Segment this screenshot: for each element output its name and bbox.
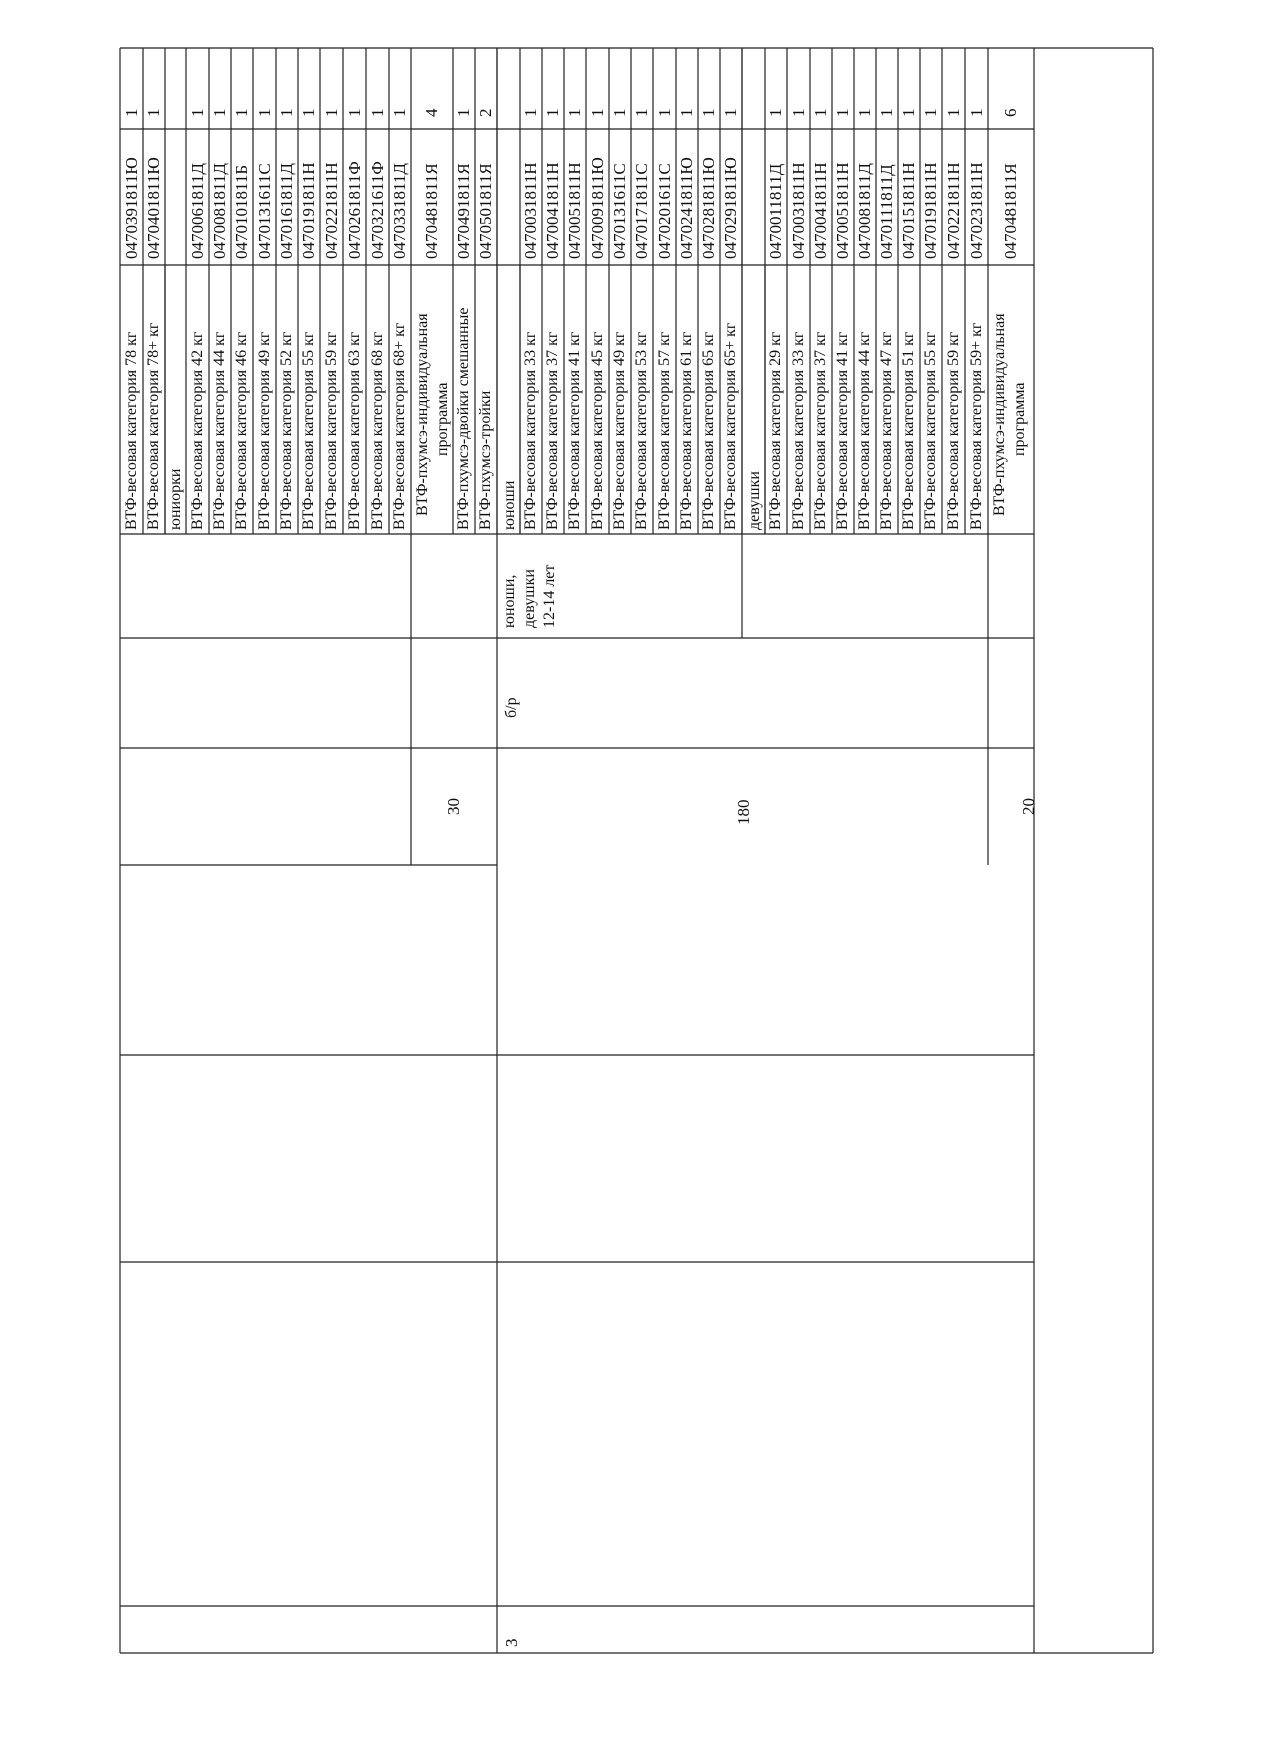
upper-row-qty: 1 (299, 108, 318, 117)
upper-row-name: ВТФ-весовая категория 63 кг (345, 331, 363, 530)
boys-row-code: 0470051811Н (565, 162, 584, 259)
boys-row-name: ВТФ-весовая категория 49 кг (611, 331, 628, 530)
upper-row-qty: 2 (476, 108, 495, 117)
girls-row-qty: 1 (788, 108, 808, 117)
upper-row-code: 0470221811Н (321, 162, 341, 259)
upper-row-name: ВТФ-весовая категория 52 кг (278, 331, 295, 530)
boys-row-name: ВТФ-весовая категория 53 кг (633, 331, 650, 530)
rank-label: б/р (503, 697, 520, 718)
upper-row-code: 0470391811Ю (121, 157, 141, 259)
upper-row-code: 0470101811Б (232, 164, 251, 259)
upper-row-code: 0470081811Д (210, 163, 229, 259)
upper-row-qty: 1 (187, 108, 207, 117)
girls-row-name: ВТФ-пхумсэ-индивидуальная (991, 313, 1008, 516)
girls-row-qty: 6 (1001, 108, 1020, 117)
boys-row-qty: 1 (654, 108, 674, 117)
age-group-line: юноши, (501, 574, 518, 628)
girls-row-code: 0470041811Н (811, 162, 830, 259)
upper-row-name: ВТФ-весовая категория 42 кг (188, 331, 206, 530)
girls-row-code: 0470031811Н (788, 162, 808, 259)
boys-row-code: 0470281811Ю (699, 157, 718, 259)
upper-row-code: 0470331811Д (390, 163, 409, 259)
boys-row-qty: 1 (699, 108, 718, 117)
girls-row-qty: 1 (833, 108, 852, 117)
upper-row-name: ВТФ-весовая категория 78 кг (122, 331, 140, 530)
upper-row-name: программа (434, 382, 451, 456)
upper-row-code: 0470161811Д (277, 163, 296, 259)
girls-row-code: 0470111811Д (877, 164, 896, 259)
count-30: 30 (444, 798, 463, 815)
upper-row-name: ВТФ-весовая категория 49 кг (255, 331, 273, 530)
girls-row-qty: 1 (766, 108, 785, 117)
boys-row-name: ВТФ-весовая категория 65+ кг (722, 322, 739, 530)
age-group-line: 12-14 лет (541, 564, 558, 628)
girls-row-name: ВТФ-весовая категория 41 кг (834, 331, 851, 530)
boys-row-qty: 1 (721, 108, 740, 117)
girls-row-name: ВТФ-весовая категория 59 кг (944, 331, 962, 530)
girls-row-code: 0470051811Н (833, 162, 852, 259)
girls-row-name: ВТФ-весовая категория 55 кг (922, 331, 939, 530)
girls-row-qty: 1 (966, 108, 986, 117)
boys-row-qty: 1 (677, 108, 696, 117)
upper-row-name: ВТФ-весовая категория 68+ кг (391, 322, 408, 530)
boys-row-qty: 1 (587, 108, 607, 117)
age-group-line: девушки (521, 569, 538, 628)
count-180: 180 (734, 799, 753, 825)
upper-row-qty: 1 (121, 108, 141, 117)
upper-row-code: 0470131611С (254, 163, 274, 259)
upper-row-name: ВТФ-пхумсэ-тройки (477, 390, 494, 530)
upper-row-qty: 1 (232, 108, 251, 117)
girls-row-qty: 1 (899, 108, 918, 117)
boys-row-name: ВТФ-весовая категория 65 кг (700, 331, 717, 530)
girls-row-qty: 1 (877, 108, 896, 117)
boys-row-name: ВТФ-весовая категория 57 кг (655, 331, 673, 530)
upper-row-code: 0470491811Я (454, 163, 473, 259)
girls-row-qty: 1 (855, 108, 874, 117)
section-number: 3 (502, 1638, 521, 1647)
upper-row-code: 0470401811Ю (144, 157, 163, 259)
upper-row-qty: 1 (454, 108, 473, 117)
upper-row-qty: 4 (422, 108, 441, 117)
boys-row-code: 0470171811С (632, 163, 651, 259)
girls-row-name: ВТФ-весовая категория 51 кг (900, 331, 917, 530)
upper-row-qty: 1 (210, 108, 229, 117)
girls-row-code: 0470081811Д (855, 163, 874, 259)
upper-row-code: 0470481811Я (422, 163, 441, 259)
upper-row-name: ВТФ-весовая категория 44 кг (211, 331, 228, 530)
girls-row-name: ВТФ-весовая категория 29 кг (767, 331, 784, 530)
boys-row-name: ВТФ-весовая категория 45 кг (588, 331, 606, 530)
boys-row-code: 0470201611С (654, 163, 674, 259)
boys-row-code: 0470291811Ю (721, 157, 740, 259)
upper-row-name: ВТФ-весовая категория 78+ кг (145, 322, 162, 530)
girls-row-name: ВТФ-весовая категория 59+ кг (967, 322, 985, 530)
girls-row-name: ВТФ-весовая категория 37 кг (812, 331, 829, 530)
girls-row-code: 0470231811Н (966, 162, 986, 259)
girls-row-code: 0470481811Я (1001, 163, 1020, 259)
upper-row-qty: 1 (254, 108, 274, 117)
upper-row-code: 0470191811Н (299, 162, 318, 259)
upper-row-code: 0470061811Д (187, 163, 207, 259)
upper-row-subheader: юниорки (166, 468, 184, 530)
upper-row-name: ВТФ-пхумсэ-индивидуальная (414, 313, 431, 516)
girls-row-name: ВТФ-весовая категория 33 кг (789, 331, 807, 530)
boys-row-code: 0470131611С (610, 163, 629, 259)
girls-subheader: девушки (746, 471, 763, 530)
boys-row-qty: 1 (543, 108, 562, 117)
boys-row-code: 0470041811Н (543, 162, 562, 259)
girls-row-name: ВТФ-весовая категория 44 кг (856, 331, 873, 530)
upper-row-name: ВТФ-весовая категория 55 кг (300, 331, 317, 530)
upper-row-qty: 1 (367, 108, 387, 117)
girls-row-qty: 1 (943, 108, 963, 117)
count-20: 20 (1019, 798, 1038, 815)
upper-row-code: 0470501811Я (476, 163, 495, 259)
boys-row-qty: 1 (632, 108, 651, 117)
upper-row-qty: 1 (390, 108, 409, 117)
boys-subheader: юноши (501, 480, 518, 530)
upper-row-qty: 1 (321, 108, 341, 117)
boys-row-qty: 1 (521, 108, 540, 117)
upper-row-name: ВТФ-весовая категория 68 кг (368, 331, 386, 530)
girls-row-code: 0470191811Н (921, 162, 940, 259)
upper-row-name: ВТФ-весовая категория 59 кг (322, 331, 340, 530)
boys-row-name: ВТФ-весовая категория 37 кг (544, 331, 561, 530)
boys-row-code: 0470031811Н (521, 162, 540, 259)
boys-row-name: ВТФ-весовая категория 33 кг (522, 331, 539, 530)
upper-row-qty: 1 (344, 108, 364, 117)
upper-row-name: ВТФ-пхумсэ-двойки смешанные (455, 307, 472, 530)
boys-row-name: ВТФ-весовая категория 61 кг (678, 331, 695, 530)
girls-row-qty: 1 (921, 108, 940, 117)
boys-row-code: 0470241811Ю (677, 157, 696, 259)
upper-row-code: 0470261811Ф (344, 161, 364, 259)
upper-row-name: ВТФ-весовая категория 46 кг (233, 331, 250, 530)
girls-row-name: ВТФ-весовая категория 47 кг (878, 331, 895, 530)
upper-row-code: 0470321611Ф (367, 161, 387, 259)
upper-row-qty: 1 (277, 108, 296, 117)
boys-row-code: 0470091811Ю (587, 157, 607, 259)
upper-row-qty: 1 (144, 108, 163, 117)
boys-row-qty: 1 (565, 108, 584, 117)
girls-row-code: 0470151811Н (899, 162, 918, 259)
girls-row-code: 0470011811Д (766, 163, 785, 259)
boys-row-name: ВТФ-весовая категория 41 кг (566, 331, 583, 530)
girls-row-name: программа (1011, 382, 1028, 456)
boys-row-qty: 1 (610, 108, 629, 117)
girls-row-code: 0470221811Н (943, 162, 963, 259)
girls-row-qty: 1 (811, 108, 830, 117)
